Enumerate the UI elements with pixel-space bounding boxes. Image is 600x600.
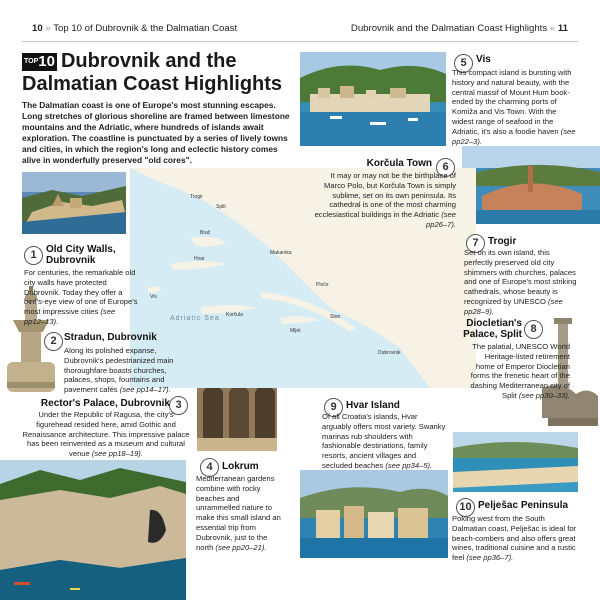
item-6-heading: Korčula Town [366,158,432,169]
item-8-body [466,342,570,401]
map-label-brac: Brač [200,230,211,236]
item-1-title [46,244,136,266]
item-8-heading: Diocletian's Palace, Split [463,318,522,340]
page-title-block [22,50,292,96]
top10-badge-num: 10 [38,53,55,70]
map-label-split: Split [216,204,226,210]
item-9-heading: Hvar Island [346,400,400,411]
item-5-ref: (see pp22–3). [452,126,576,146]
item-number-9: 9 [324,398,343,417]
item-1-body [24,268,138,327]
korcula-town-photo [462,146,600,224]
map-label-vis: Vis [150,294,157,300]
page-header [0,0,600,44]
item-4-heading: Lokrum [222,461,259,472]
right-running-title: Dubrovnik and the Dalmatian Coast Highlights [350,23,548,34]
item-9-ref: (see pp34–5). [385,460,433,470]
item-number-1: 1 [24,246,43,265]
old-city-walls-photo [22,172,126,234]
item-number-7: 7 [466,234,485,253]
page-title [22,50,292,96]
item-2-body [64,346,194,395]
item-number-5: 5 [454,54,473,73]
item-8-text: The palatial, UNESCO World Heritage-listed retirement home of Emperor Diocletian forms the frenetic heart of the dashing Mediterranean city of Split [470,342,570,400]
item-6-title [330,158,432,169]
item-4-text: Mediterranean gardens combine with rocky beaches and unrammelled nature to make this small island an essential trip from Dubrovnik, just to the north [196,474,281,552]
item-number-3: 3 [169,396,188,415]
item-4-ref: (see pp20–21). [215,542,267,552]
map-label-ston: Ston [330,314,341,320]
item-4-title [222,461,292,472]
item-2-title [64,332,194,343]
top10-badge-small: TOP [24,58,39,65]
item-3-body [22,410,190,459]
item-2-heading: Stradun, Dubrovnik [64,332,157,343]
item-10-ref: (see pp36–7). [466,553,514,563]
item-5-body [452,68,578,146]
map-label-mljet: Mljet [290,328,301,334]
item-6-ref: (see pp26–7). [426,210,456,229]
item-10-body [452,514,578,563]
item-1-heading: Old City Walls, Dubrovnik [46,244,116,266]
item-9-body [322,412,446,471]
item-3-title [24,398,170,409]
vis-photo [300,52,446,146]
hvar-photo [300,470,448,558]
top10-badge [22,53,57,71]
item-number-2: 2 [44,332,63,351]
item-number-10: 10 [456,498,475,517]
item-2-text: Along its polished expanse, Dubrovnik's pedestrianized main thoroughfare boasts churches, palaces, shops, fountains and pavement cafés [64,346,174,395]
item-7-body [464,248,580,317]
map-label-korcula: Korčula [226,312,243,318]
item-4-body [196,474,284,552]
map-label-ploce: Ploče [316,282,329,288]
item-3-text: Under the Republic of Ragusa, the city's figurehead resided here, amid Gothic and Renaissance architecture. This impressive palace has been reinvented as a museum and cultural venue [22,410,190,459]
item-7-text: Set on its own island, this perfectly preserved old city shimmers with churches, palaces and one of Europe's most striking cathedrals, whose beauty is recognized by UNESCO [464,248,577,306]
item-10-text: Poking west from the South Dalmatian coast, Pelješac is ideal for beach-combers and also offers great wines, traditional cuisine and a rustic feel [452,514,577,563]
item-10-heading: Pelješac Peninsula [478,500,569,511]
item-8-ref: (see pp30–33). [518,390,570,400]
item-2-ref: (see pp14–17). [119,385,171,395]
item-8-title [462,318,522,340]
right-page-number: 11 [557,23,568,34]
lokrum-photo [0,460,186,600]
item-3-heading: Rector's Palace, Dubrovnik [40,398,170,409]
item-number-8: 8 [524,320,543,339]
item-7-heading: Trogir [488,236,517,247]
peljesac-photo [453,432,578,492]
map-label-dubrovnik: Dubrovnik [378,350,401,356]
map-label-hvar: Hvar [194,256,205,262]
item-5-heading: Vis [476,54,491,65]
item-5-text: This compact island is bursting with history and natural beauty, with the central massif of Mount Hum book-ended by the charming ports of Komiža and Vis Town. With the widest range of seafood in the Adriatic, it's also a foodie haven [452,68,572,136]
item-1-text: For centuries, the remarkable old city walls have protected Dubrovnik. Today they offer a bird's-eye view of one of Europe's most impressive cities [24,268,138,317]
left-page-number: 10 [32,23,43,34]
map-label-makarska: Makarska [270,250,292,256]
header-right [351,21,568,37]
header-left [32,21,237,37]
item-1-ref: (see pp12–13). [24,307,116,326]
item-6-body [308,171,456,230]
item-number-4: 4 [200,458,219,477]
right-separator: « [549,23,556,34]
item-7-title [488,236,578,247]
item-10-title [478,500,578,511]
map-label-trogir: Trogir [190,194,203,200]
left-running-title: Top 10 of Dubrovnik & the Dalmatian Coast [53,23,238,34]
page-title-line2: Dalmatian Coast Highlights [22,73,283,95]
item-number-6: 6 [436,158,455,177]
intro-paragraph: The Dalmatian coast is one of Europe's most stunning escapes. Long stretches of glorious shoreline are framed between limestone mountains and the Adriatic, where hundreds of islands await exploration. The coastline is punctuated by a series of lively towns and cities, in which the region's long and eclectic history comes alive in wonderfully preserved "old cores". [22,100,290,165]
map-sea-label: Adriatic Sea [170,315,220,322]
page-title-line1: Dubrovnik and the [60,50,237,72]
left-separator: » [45,23,51,34]
item-3-ref: (see pp18–19). [91,449,143,459]
item-6-text: It may or may not be the birthplace of Marco Polo, but Korčula Town is simply sublime, set on its own peninsula. Its cathedral is one of the most charming ecclesiastical buildings in the Adriatic [314,171,456,220]
item-9-text: Of all Croatia's islands, Hvar arguably offers most variety. Swanky marinas rub shoulders with fashionable destinations, family resorts, ancient villages and secluded beaches [322,412,446,470]
item-7-ref: (see pp28–9). [464,296,563,316]
item-9-title [346,400,442,411]
item-5-title [476,54,576,65]
header-rule [22,41,578,42]
